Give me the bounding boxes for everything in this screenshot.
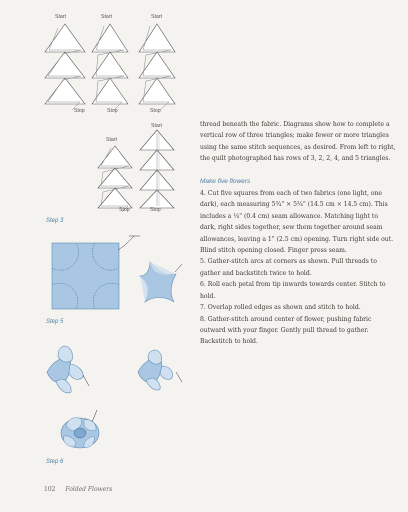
step-4-text: 4. Cut five squares from each of two fabrics (one light, one dark), each measuring 5¾" × 5¾" (14.5 cm × 14.5 cm). This includes a ¼" (0.4 cm) seam allowance. Matching light to dark, right sides together, sew them together around seam allowances, leaving a 1" (2.5 cm) opening. Turn right side out. Blind stitch opening closed. Finger press seam. bbox=[200, 190, 394, 255]
stop-label: Stop bbox=[150, 207, 161, 213]
zigzag-diagram-right bbox=[140, 130, 174, 208]
start-label: Start bbox=[151, 123, 162, 129]
gathered-square bbox=[140, 262, 182, 302]
triangle-stack-2 bbox=[92, 24, 128, 110]
triangle-stack-3 bbox=[139, 24, 175, 110]
section-heading: Make five flowers bbox=[200, 177, 251, 185]
step-6-text: 6. Roll each petal from tip inwards towards center. Stitch to hold. bbox=[200, 281, 386, 300]
start-label: Start bbox=[101, 14, 112, 20]
start-label: Start bbox=[151, 14, 162, 20]
triangle-stack-1 bbox=[45, 24, 85, 110]
stop-label: Stop bbox=[150, 108, 161, 114]
start-label: Start bbox=[55, 14, 66, 20]
instructions-text bbox=[200, 119, 396, 348]
stop-label: Stop bbox=[107, 108, 118, 114]
start-label: Start bbox=[106, 137, 117, 143]
step-label: Step 5 bbox=[46, 319, 64, 325]
finished-flower bbox=[61, 410, 99, 448]
step-8-text: 8. Gather-stitch around center of flower, pushing fabric outward with your finger. Gently pull thread to gather. Backstitch to hold. bbox=[200, 315, 372, 346]
step-label: Step 6 bbox=[46, 459, 64, 465]
intro-paragraph: thread beneath the fabric. Diagrams show how to complete a vertical row of three triangles; make fewer or more triangles using the same stitch sequences, as desired. From left to right, the quilt photographed has rows of 3, 2, 2, 4, and 5 triangles. bbox=[200, 121, 396, 163]
step-7-text: 7. Overlap rolled edges as shown and stitch to hold. bbox=[200, 304, 361, 312]
page-footer bbox=[44, 486, 112, 493]
running-title: Folded Flowers bbox=[65, 486, 113, 493]
page-number: 102 bbox=[44, 486, 56, 493]
needle-thread bbox=[118, 236, 140, 250]
zigzag-diagram-left bbox=[98, 146, 132, 212]
rolled-petal-flower bbox=[47, 346, 89, 393]
stop-label: Stop bbox=[74, 108, 85, 114]
stop-label: Stop bbox=[119, 207, 130, 213]
step-5-text: 5. Gather-stitch arcs at corners as shown. Pull threads to gather and backstitch twice to hold. bbox=[200, 258, 377, 277]
step-label: Step 3 bbox=[46, 218, 64, 224]
fabric-square bbox=[52, 243, 119, 309]
overlapped-flower bbox=[138, 350, 182, 390]
